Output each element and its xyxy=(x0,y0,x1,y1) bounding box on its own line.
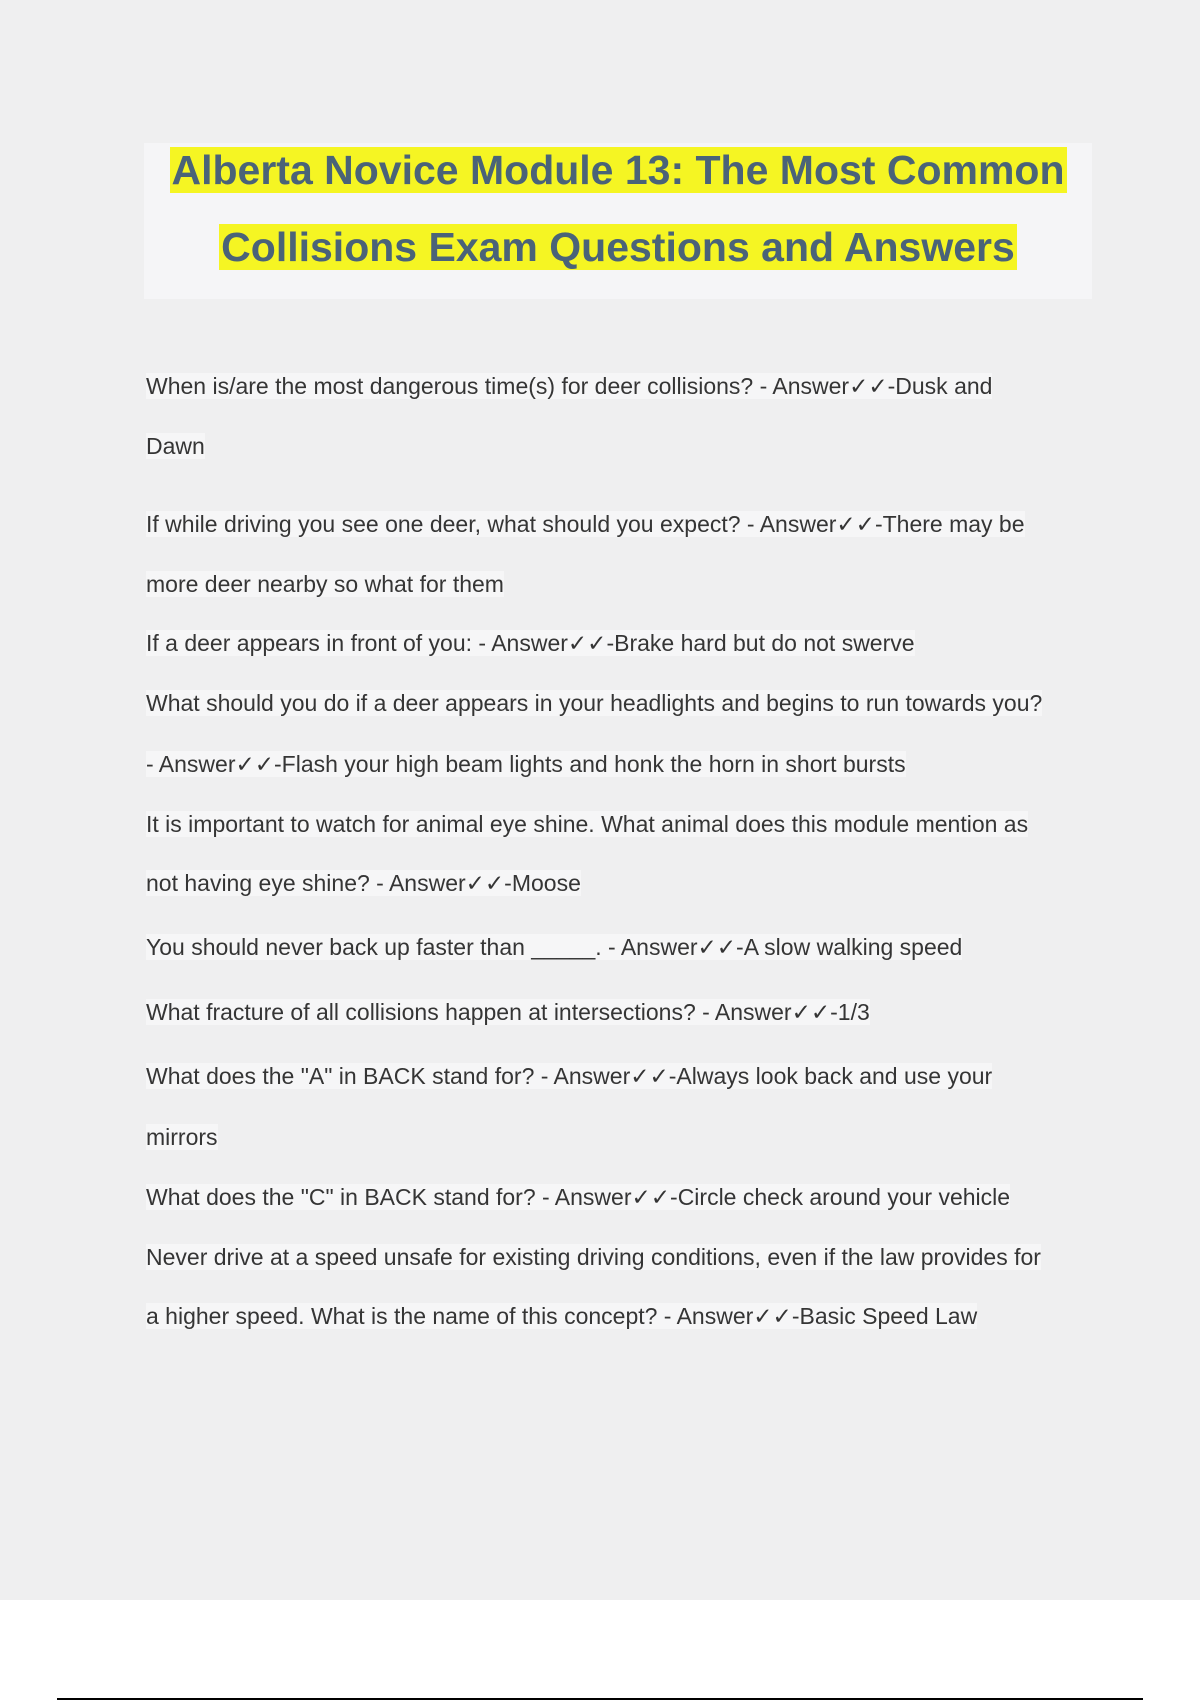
qa-line: What fracture of all collisions happen at intersections? - Answer✓✓-1/3 xyxy=(146,999,870,1025)
qa-line: a higher speed. What is the name of this concept? - Answer✓✓-Basic Speed Law xyxy=(146,1303,978,1329)
qa-line: When is/are the most dangerous time(s) for deer collisions? - Answer✓✓-Dusk and xyxy=(146,373,993,399)
qa-line: Never drive at a speed unsafe for existing driving conditions, even if the law provides for xyxy=(146,1244,1041,1270)
qa-line: Dawn xyxy=(146,433,205,459)
qa-line: not having eye shine? - Answer✓✓-Moose xyxy=(146,870,581,896)
qa-line: - Answer✓✓-Flash your high beam lights and honk the horn in short bursts xyxy=(146,751,906,777)
qa-line: If a deer appears in front of you: - Answer✓✓-Brake hard but do not swerve xyxy=(146,630,915,656)
title-block xyxy=(144,143,1092,299)
qa-line: What does the "A" in BACK stand for? - Answer✓✓-Always look back and use your xyxy=(146,1063,993,1089)
document-title-line-2: Collisions Exam Questions and Answers xyxy=(221,224,1015,270)
qa-line: What should you do if a deer appears in your headlights and begins to run towards you? xyxy=(146,690,1043,716)
qa-line: more deer nearby so what for them xyxy=(146,571,504,597)
document-title-line-1: Alberta Novice Module 13: The Most Common xyxy=(171,147,1065,193)
qa-line: What does the "C" in BACK stand for? - Answer✓✓-Circle check around your vehicle xyxy=(146,1184,1011,1210)
qa-line: You should never back up faster than _____. - Answer✓✓-A slow walking speed xyxy=(146,934,963,960)
qa-line: mirrors xyxy=(146,1124,218,1150)
qa-line: It is important to watch for animal eye shine. What animal does this module mention as xyxy=(146,811,1029,837)
qa-line: If while driving you see one deer, what should you expect? - Answer✓✓-There may be xyxy=(146,511,1025,537)
